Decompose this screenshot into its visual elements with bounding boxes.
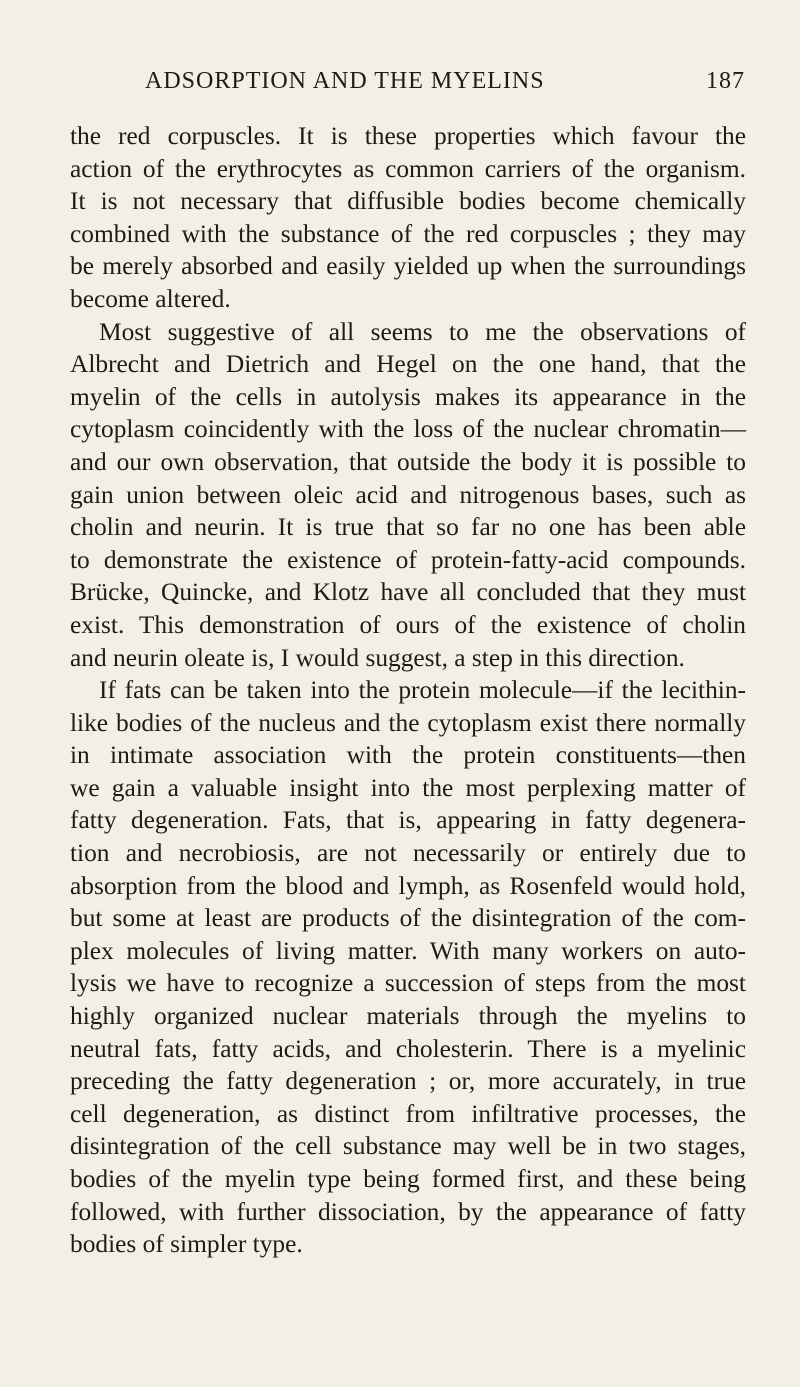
paragraph-2 <box>70 316 746 675</box>
text-line: followed, with further dissociation, by the appearance of fatty <box>70 1197 746 1226</box>
paragraph-3 <box>70 674 746 1261</box>
text-line: combined with the substance of the red corpuscles ; they may <box>70 219 746 248</box>
running-title: ADSORPTION AND THE MYELINS <box>145 68 545 94</box>
text-line: like bodies of the nucleus and the cytoplasm exist there normally <box>70 708 746 737</box>
text-line: action of the erythrocytes as common carriers of the organism. <box>70 154 746 183</box>
text-line: plex molecules of living matter. With many workers on auto- <box>70 936 746 965</box>
text-line: cell degeneration, as distinct from infiltrative processes, the <box>70 1099 746 1128</box>
text-line: become altered. <box>70 284 231 313</box>
text-line: highly organized nuclear materials through the myelins to <box>70 1002 746 1031</box>
text-line: Brücke, Quincke, and Klotz have all concluded that they must <box>70 578 746 607</box>
body-text <box>70 120 746 1261</box>
text-line: It is not necessary that diffusible bodies become chemically <box>70 187 746 216</box>
text-line: to demonstrate the existence of protein-fatty-acid compounds. <box>70 545 746 574</box>
text-line: and neurin oleate is, I would suggest, a step in this direction. <box>70 643 685 672</box>
text-line: Most suggestive of all seems to me the observations of <box>99 317 746 346</box>
text-line: myelin of the cells in autolysis makes its appearance in the <box>70 382 746 411</box>
text-line: lysis we have to recognize a succession of steps from the most <box>70 969 746 998</box>
text-line: neutral fats, fatty acids, and cholesterin. There is a myelinic <box>70 1034 746 1063</box>
text-line: we gain a valuable insight into the most perplexing matter of <box>70 773 746 802</box>
page-number: 187 <box>706 68 745 94</box>
text-line: fatty degeneration. Fats, that is, appearing in fatty degenera- <box>70 806 746 835</box>
text-line: exist. This demonstration of ours of the existence of cholin <box>70 610 746 639</box>
text-line: Albrecht and Dietrich and Hegel on the one hand, that the <box>70 350 746 379</box>
text-line: preceding the fatty degeneration ; or, more accurately, in true <box>70 1067 746 1096</box>
text-line: absorption from the blood and lymph, as Rosenfeld would hold, <box>70 871 746 900</box>
running-head <box>70 68 745 110</box>
text-line: cholin and neurin. It is true that so far no one has been able <box>70 513 746 542</box>
text-line: be merely absorbed and easily yielded up when the surroundings <box>70 252 746 281</box>
text-line: bodies of the myelin type being formed first, and these being <box>70 1165 746 1193</box>
text-line: tion and necrobiosis, are not necessarily or entirely due to <box>70 839 746 868</box>
text-line: the red corpuscles. It is these properties which favour the <box>70 122 746 150</box>
text-line: in intimate association with the protein constituents—then <box>70 741 746 770</box>
text-line: and our own observation, that outside the body it is possible to <box>70 447 746 476</box>
text-line: cytoplasm coincidently with the loss of the nuclear chromatin— <box>70 415 746 444</box>
paragraph-1 <box>70 120 746 316</box>
text-line: bodies of simpler type. <box>70 1230 303 1259</box>
text-line: but some at least are products of the disintegration of the com- <box>70 904 746 933</box>
text-line: If fats can be taken into the protein molecule—if the lecithin- <box>99 676 746 705</box>
text-line: gain union between oleic acid and nitrogenous bases, such as <box>70 480 746 509</box>
text-line: disintegration of the cell substance may well be in two stages, <box>70 1132 746 1161</box>
